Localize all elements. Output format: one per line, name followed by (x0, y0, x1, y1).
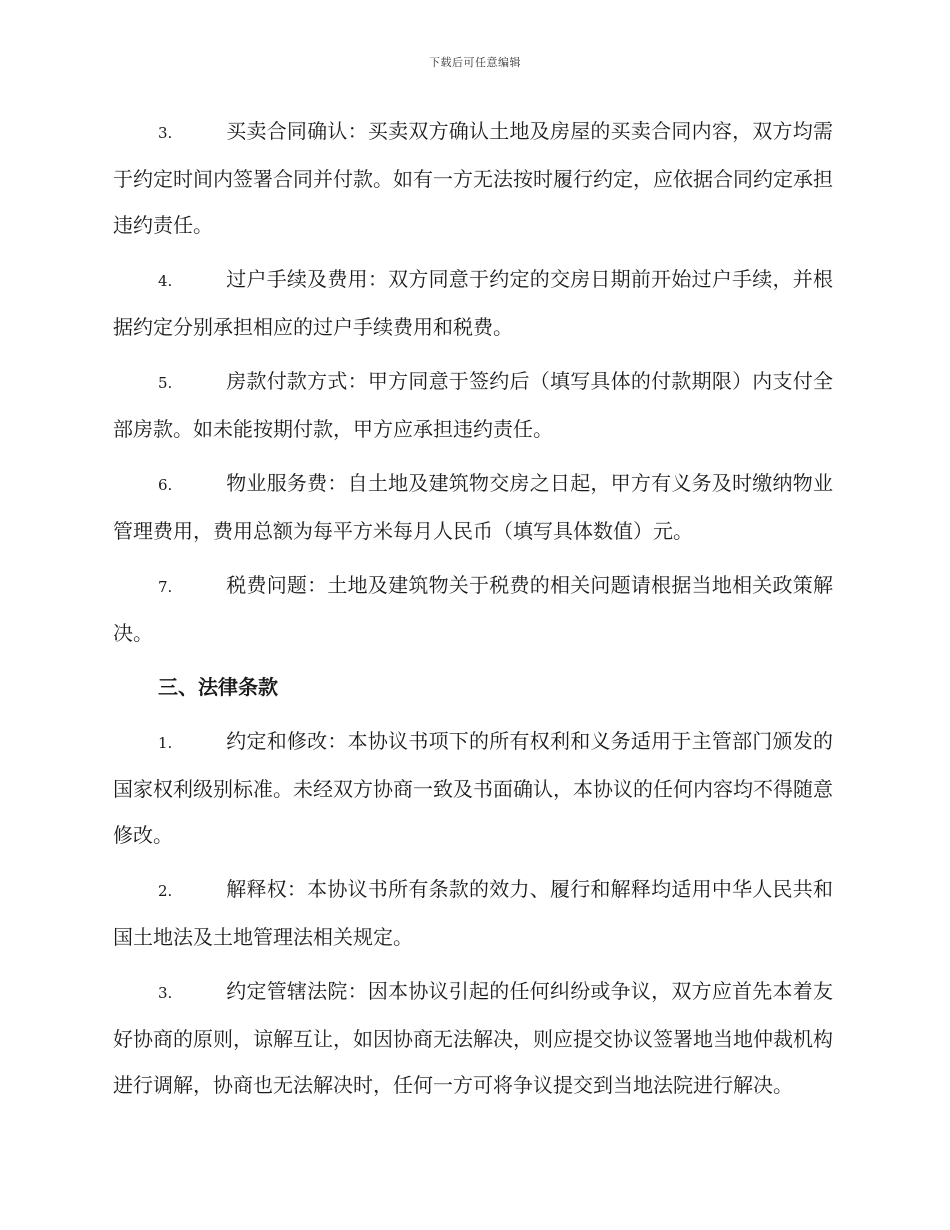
clause-number: 3. (158, 984, 173, 1002)
clause-item (113, 866, 833, 960)
clause-number: 3. (158, 124, 173, 142)
clause-number: 6. (158, 476, 173, 494)
header-note: 下载后可任意编辑 (429, 56, 521, 69)
section-heading: 三、法律条款 (158, 675, 278, 699)
clause-text: 约定管辖法院：因本协议引起的任何纠纷或争议，双方应首先本着友好协商的原则，谅解互让，如因协商无法解决，则应提交协议签署地当地仲裁机构进行调解，协商也无法解决时，任何一方可将争议提交到当地法院进行解决。 (113, 979, 833, 1097)
clause-text: 解释权：本协议书所有条款的效力、履行和解释均适用中华人民共和国土地法及土地管理法相关规定。 (113, 877, 833, 949)
clause-number: 1. (158, 734, 173, 752)
clause-item (113, 358, 833, 452)
clause-text: 约定和修改：本协议书项下的所有权利和义务适用于主管部门颁发的国家权利级别标准。未经双方协商一致及书面确认，本协议的任何内容均不得随意修改。 (113, 729, 833, 847)
document-body (113, 108, 833, 1116)
clause-number: 4. (158, 272, 173, 290)
clause-item (113, 256, 833, 350)
clause-text: 税费问题：土地及建筑物关于税费的相关问题请根据当地相关政策解决。 (113, 573, 833, 645)
clause-text: 过户手续及费用：双方同意于约定的交房日期前开始过户手续，并根据约定分别承担相应的过户手续费用和税费。 (113, 267, 833, 339)
clause-item (113, 968, 833, 1108)
clause-text: 物业服务费：自土地及建筑物交房之日起，甲方有义务及时缴纳物业管理费用，费用总额为每平方米每月人民币（填写具体数值）元。 (113, 471, 833, 543)
clause-item (113, 460, 833, 554)
clause-item (113, 718, 833, 858)
clause-text: 房款付款方式：甲方同意于签约后（填写具体的付款期限）内支付全部房款。如未能按期付款，甲方应承担违约责任。 (113, 369, 833, 441)
clause-number: 5. (158, 374, 173, 392)
clause-number: 2. (158, 882, 173, 900)
clause-item (113, 108, 833, 248)
clause-item (113, 562, 833, 656)
clause-number: 7. (158, 578, 173, 596)
clause-text: 买卖合同确认：买卖双方确认土地及房屋的买卖合同内容，双方均需于约定时间内签署合同并付款。如有一方无法按时履行约定，应依据合同约定承担违约责任。 (113, 119, 833, 237)
